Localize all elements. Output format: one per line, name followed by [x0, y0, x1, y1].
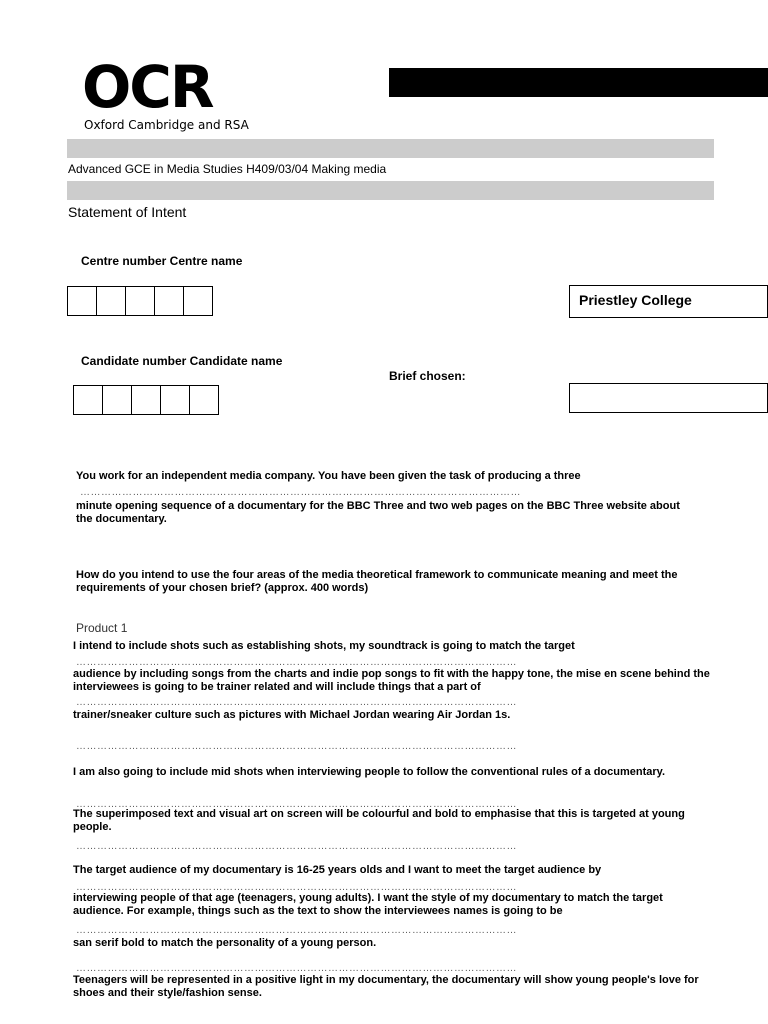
ocr-logo: OCR	[82, 53, 213, 121]
ocr-logo-subtitle: Oxford Cambridge and RSA	[84, 118, 249, 132]
answer-line: trainer/sneaker culture such as pictures with Michael Jordan wearing Air Jordan 1s.	[73, 709, 511, 721]
brief-chosen-field[interactable]	[569, 383, 768, 413]
centre-digit-box[interactable]	[154, 286, 184, 316]
candidate-label: Candidate number Candidate name	[81, 354, 283, 368]
answer-line: san serif bold to match the personality of a young person.	[73, 937, 377, 949]
centre-name-field[interactable]: Priestley College	[569, 285, 768, 318]
brief-text-line1: You work for an independent media company. You have been given the task of producing a three	[76, 470, 581, 482]
answer-line: audience by including songs from the charts and indie pop songs to fit with the happy tone, the mise en scene behind the interviewees is going to be trainer related and will include things that a part of	[73, 668, 710, 693]
candidate-digit-box[interactable]	[102, 385, 132, 415]
answer-line: The target audience of my documentary is 16-25 years olds and I want to meet the target audience by	[73, 864, 602, 876]
answer-line: I am also going to include mid shots when interviewing people to follow the conventional rules of a documentary.	[73, 766, 666, 778]
dotted-line: ………………………………………………………………………………………………………………	[76, 964, 517, 974]
dotted-line: ………………………………………………………………………………………………………………	[76, 800, 517, 810]
candidate-number-boxes[interactable]	[74, 385, 219, 415]
answer-line: The superimposed text and visual art on screen will be colourful and bold to emphasise that this is targeted at young people.	[73, 808, 685, 833]
centre-digit-box[interactable]	[125, 286, 155, 316]
centre-digit-box[interactable]	[96, 286, 126, 316]
header-grey-bar-top	[67, 139, 714, 158]
answer-line: interviewing people of that age (teenagers, young adults). I want the style of my documentary to match the target audience. For example, things such as the text to show the interviewees names is going to be	[73, 892, 663, 917]
candidate-digit-box[interactable]	[189, 385, 219, 415]
centre-digit-box[interactable]	[183, 286, 213, 316]
brief-chosen-label: Brief chosen:	[389, 369, 466, 383]
header-black-bar	[389, 68, 768, 97]
answer-line: Teenagers will be represented in a positive light in my documentary, the documentary will show young people's love for shoes and their style/fashion sense.	[73, 974, 699, 999]
candidate-digit-box[interactable]	[160, 385, 190, 415]
dotted-line: ………………………………………………………………………………………………………………	[76, 698, 517, 708]
centre-number-boxes[interactable]	[68, 286, 213, 316]
question-text: How do you intend to use the four areas of the media theoretical framework to communicate meaning and meet the requirements of your chosen brief? (approx. 400 words)	[76, 569, 678, 594]
answer-line: I intend to include shots such as establishing shots, my soundtrack is going to match the target	[73, 640, 575, 652]
page-title: Statement of Intent	[68, 204, 187, 220]
dotted-line: ………………………………………………………………………………………………………………	[76, 842, 517, 852]
centre-digit-box[interactable]	[67, 286, 97, 316]
dotted-line: ………………………………………………………………………………………………………………	[80, 488, 521, 498]
candidate-digit-box[interactable]	[131, 385, 161, 415]
centre-label: Centre number Centre name	[81, 254, 243, 268]
header-grey-bar-bottom	[67, 181, 714, 200]
candidate-digit-box[interactable]	[73, 385, 103, 415]
dotted-line: ………………………………………………………………………………………………………………	[76, 658, 517, 668]
dotted-line: ………………………………………………………………………………………………………………	[76, 926, 517, 936]
dotted-line: ………………………………………………………………………………………………………………	[76, 883, 517, 893]
dotted-line: ………………………………………………………………………………………………………………	[76, 742, 517, 752]
product-label: Product 1	[76, 621, 128, 635]
subject-title: Advanced GCE in Media Studies H409/03/04 Making media	[68, 162, 387, 176]
brief-text-line2: minute opening sequence of a documentary for the BBC Three and two web pages on the BBC Three website about the documentary.	[76, 500, 680, 525]
